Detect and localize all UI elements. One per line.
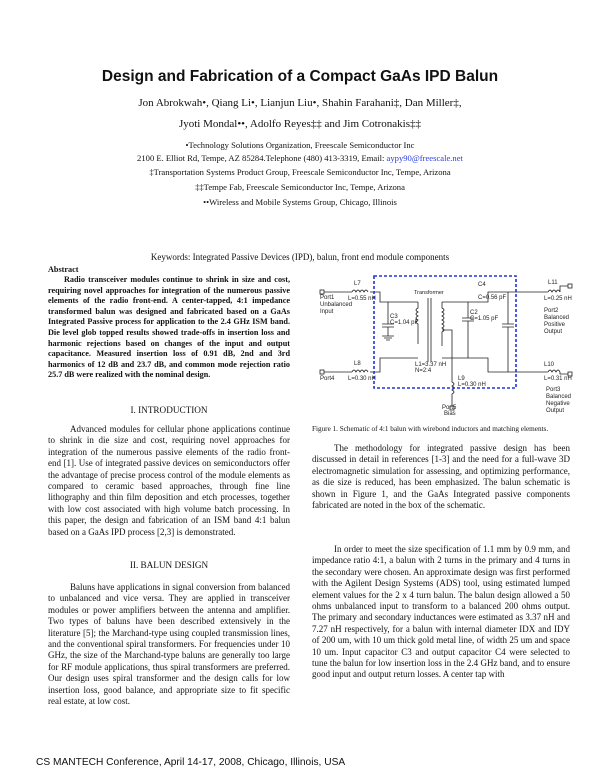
authors-line-1: Jon Abrokwah•, Qiang Li•, Lianjun Liu•, Shahin Farahani‡, Dan Miller‡, [138, 97, 462, 109]
label-l10-val: L=0.31 nH [544, 376, 572, 382]
section-1-heading: I. INTRODUCTION [130, 405, 208, 415]
label-l11-val: L=0.25 nH [544, 296, 572, 302]
affiliation-5: ••Wireless and Mobile Systems Group, Chicago, Illinois [203, 197, 397, 207]
secondary-coil [442, 302, 444, 346]
port4-symbol [320, 370, 324, 374]
right-column-para-2 [312, 544, 570, 681]
label-balanced-pos1: Balanced [544, 315, 570, 321]
label-l9-val: L=0.30 nH [458, 382, 486, 388]
l8-coil [352, 370, 368, 372]
label-l10: L10 [544, 362, 555, 368]
affiliation-2-text: 2100 E. Elliot Rd, Tempe, AZ 85284.Telephone (480) 413-3319, Email: [137, 153, 387, 163]
ground-c3 [382, 336, 394, 340]
ipd-boundary-box [374, 276, 516, 388]
label-c4: C4 [478, 282, 486, 288]
wire-port4 [324, 358, 414, 372]
section-2-heading: II. BALUN DESIGN [129, 560, 209, 570]
label-l11: L11 [548, 280, 558, 286]
abstract [48, 265, 290, 381]
label-unbalanced: Unbalanced [320, 302, 353, 308]
label-balanced-neg3: Output [546, 408, 565, 414]
label-balanced-neg2: Negative [546, 401, 570, 407]
label-l8: L8 [354, 361, 361, 367]
label-c2: C2 [470, 310, 478, 316]
label-balanced-neg1: Balanced [546, 394, 572, 400]
c4-capacitor [502, 292, 514, 372]
figure-caption: Figure 1. Schematic of 4:1 balun with wirebond inductors and matching elements. [312, 425, 549, 433]
label-bias: Bias [444, 411, 456, 416]
label-port1: Port1 [320, 295, 335, 301]
label-transformer: Transformer [414, 290, 444, 296]
transformer-core [428, 298, 431, 362]
section-1-text: Advanced modules for cellular phone applications continue to shrink in die size and cost, requiring novel approaches for integration of the numerous passive elements of the radio front-end [1]. Use of integrated passive devices on semiconductors offer the advantage of precise process control of the module elements as compared to ceramic based approaches, through fine line lithography and thin film deposition and etch processes, together with low cost associated with high volume batch processing. In this paper, the design and fabrication of an ISM band 4:1 balun based on a GaAs IPD process [2,3] is demonstrated. [48, 424, 290, 537]
right-column-para-1 [312, 443, 570, 511]
footer: CS MANTECH Conference, April 14-17, 2008, Chicago, Illinois, USA [36, 757, 346, 768]
port1-symbol [320, 290, 324, 294]
label-c2-val: C=1.05 pF [470, 316, 499, 322]
affiliation-2 [0, 153, 600, 163]
right-text-2: In order to meet the size specification of 1.1 mm by 0.9 mm, and impedance ratio 4:1, a balun with 2 turns in the primary and 4 turns in the secondary were chosen. An approximate design was first performed with the Agilent Design Systems (ADS) tool, using estimated lumped element values for the 2 x 4 turn balun. The balun design allowed a 50 ohms unbalanced input to transform to a balanced 200 ohms output. The primary and secondary inductances were estimated as 3.37 nH and 7.27 nH respectively, for a balun with internal diameter IDX and IDY of 200 um, with 10 um thick gold metal line, of width 25 um and space 10 um. Input capacitor C3 and output capacitor C4 were selected to tune the balun for low insertion loss in the 2.4 GHz band, and to ensure good input and output return losses. A center tap with [312, 544, 570, 680]
section-2-text: Baluns have applications in signal conversion from balanced to unbalanced and vice versa. They are applied in transceiver modules or power amplifiers between the antenna and amplifier. Two types of baluns have been described extensively in the literature [5]; the Marchand-type using coupled transmission lines, and the conventional spiral transformers. For frequencies under 10 GHz, the size of the Marchand-type baluns are generally too large for RF module applications, thus spiral transformers are preferred. Our design uses spiral transformer and the design calls for low insertion loss, good balance, and appropriate size to fit specific real estate, at low cost. [48, 582, 290, 707]
label-port4: Port4 [320, 376, 335, 382]
right-text-1: The methodology for integrated passive design has been discussed in detail in references [1-3] and the need for a full-wave 3D electromagnetic simulation for assessing, and optimizing performance, as die size is reduced, has been emphasized. The balun schematic is shown in Figure 1, and the GaAs Integrated passive components fabricated are noted in the box of the schematic. [312, 443, 570, 511]
section-1-body [48, 424, 290, 538]
center-tap [442, 330, 452, 356]
l10-coil [548, 370, 560, 372]
affiliation-1: •Technology Solutions Organization, Freescale Semiconductor Inc [185, 140, 415, 150]
l9-coil [452, 356, 454, 406]
label-port3: Port3 [546, 387, 561, 393]
abstract-text: Radio transceiver modules continue to shrink in size and cost, requiring novel approaches for integration of the numerous passive elements of the radio front-end. A center-tapped, 4:1 impedance transformed balun was designed and fabricated based on a GaAs Integrated Passive process for application to the 2.4 GHz ISM band. Die level glob topped results showed trade-offs in insertion loss and harmonic rejections based on changes of the input and output capacitance. Measured insertion loss of 0.91 dB, 2nd and 3rd harmonics of 12 dB and 23.7 dB, and common mode rejection ratio 25.7 dB were realized with the nominal design. [48, 275, 290, 380]
label-c3-val: C=1.04 pF [390, 320, 419, 326]
authors-line-2: Jyoti Mondal••, Adolfo Reyes‡‡ and Jim Cotronakis‡‡ [178, 118, 422, 130]
label-lt-val1: L1=3.37 nH [415, 362, 447, 368]
label-l9: L9 [458, 376, 465, 382]
section-2-body [48, 582, 290, 707]
label-l7-val: L=0.55 nH [348, 296, 376, 302]
balun-schematic [318, 272, 576, 416]
label-l8-val: L=0.30 nH [348, 376, 376, 382]
paper-title: Design and Fabrication of a Compact GaAs IPD Balun [101, 68, 499, 85]
affiliation-3: ‡Transportation Systems Product Group, Freescale Semiconductor Inc, Tempe, Arizona [149, 167, 451, 177]
email-link[interactable]: aypy90@freescale.net [386, 153, 463, 163]
label-input: Input [320, 309, 334, 315]
keywords: Keywords: Integrated Passive Devices (IPD), balun, front end module components [150, 252, 450, 262]
label-c3: C3 [390, 314, 398, 320]
abstract-heading: Abstract [48, 265, 79, 274]
label-port2: Port2 [544, 308, 559, 314]
label-balanced-pos2: Positive [544, 322, 566, 328]
l7-coil [352, 290, 368, 292]
label-port5: Port5 [442, 405, 457, 411]
label-balanced-pos3: Output [544, 329, 563, 335]
affiliation-4: ‡‡Tempe Fab, Freescale Semiconductor Inc, Tempe, Arizona [195, 182, 405, 192]
port2-symbol [568, 284, 572, 288]
l11-coil [548, 290, 560, 292]
label-l7: L7 [354, 281, 361, 287]
label-c4-val: C=0.56 pF [478, 295, 507, 301]
label-lt-val2: N=2:4 [415, 368, 432, 374]
